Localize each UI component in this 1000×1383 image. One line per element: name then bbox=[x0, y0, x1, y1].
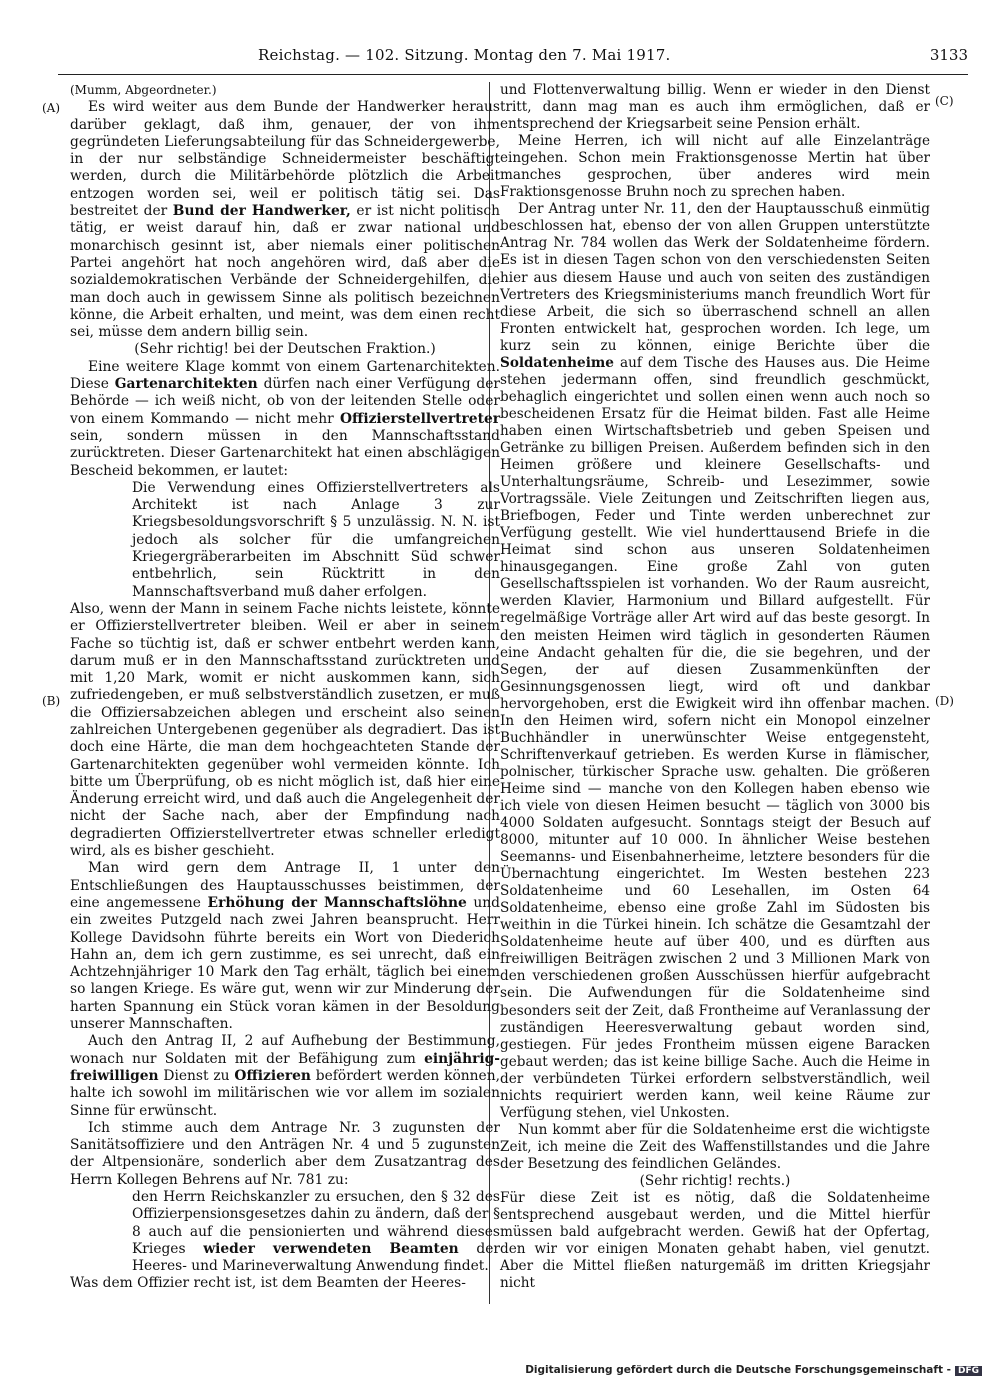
margin-marker-c: (C) bbox=[935, 94, 954, 108]
emphasis: Soldatenheime bbox=[500, 354, 614, 371]
paragraph bbox=[70, 359, 500, 480]
paragraph: und Flottenverwaltung billig. Wenn er wieder in den Dienst tritt, dann mag man es auch ihm ermöglichen, daß er entsprechend der Kriegsarbeit seine Pension erhält. bbox=[500, 82, 930, 133]
interjection: (Sehr richtig! bei der Deutschen Fraktion.) bbox=[134, 341, 436, 358]
margin-marker-b: (B) bbox=[42, 694, 61, 708]
block-quote: Die Verwendung eines Offizierstellvertreters als Architekt ist nach Anlage 3 zur Kriegsbesoldungsvorschrift § 5 unzulässig. N. N. ist jedoch als solcher für die umfangreichen Kriegergräberarbeiten im Abschnitt Süd schwer entbehrlich, sein Rücktritt in den Mannschaftsverband muß daher erfolgen. bbox=[132, 479, 500, 600]
speaker-label: (Mumm, Abgeordneter.) bbox=[70, 83, 217, 97]
interjection: (Sehr richtig! rechts.) bbox=[639, 1173, 791, 1189]
dfg-logo: DFG bbox=[955, 1366, 982, 1376]
text: den Herrn Reichskanzler zu ersuchen, den § 32 des Offizierpensionsgesetzes dahin zu ändern, daß der § 8 auch auf die pensionierten und während dieses Krieges bbox=[132, 1189, 500, 1257]
emphasis: Offizierstellvertreter bbox=[339, 410, 500, 427]
paragraph: Was dem Offizier recht ist, ist dem Beamten der Heeres- bbox=[70, 1275, 466, 1292]
paragraph: Für diese Zeit ist es nötig, daß die Soldatenheime entsprechend ausgebaut werden, und die Mittel hierfür müssen bald aufgebracht werden. Gewiß hat der Opfertag, den wir vor einigen Monaten gehabt haben, viel genutzt. Aber die Mittel fließen naturgemäß im dritten Kriegsjahr nicht bbox=[500, 1190, 930, 1292]
paragraph: Nun kommt aber für die Soldatenheime erst die wichtigste Zeit, ich meine die Zeit des Waffenstillstandes und die Jahre der Besetzung des feindlichen Geländes. bbox=[500, 1121, 930, 1172]
text: und ein zweites Putzgeld nach zwei Jahren beansprucht. Herr Kollege Davidsohn führte bereits ein Wort von Diederich Hahn an, dem ich gern zustimme, es sei unrecht, daß ein Achtzehnjähriger 10 Mark den Tag erhält, täglich bei einem so langen Kriege. Es wäre gut, wenn wir zur Minderung der harten Spannung ein Stück voran kämen in der Besoldung unserer Mannschaften. bbox=[70, 894, 500, 1033]
paragraph bbox=[70, 99, 500, 341]
credit-text: Digitalisierung gefördert durch die Deutsche Forschungsgemeinschaft - bbox=[525, 1364, 951, 1376]
page-number: 3133 bbox=[929, 46, 968, 64]
text: der Heeres- und Marineverwaltung Anwendung findet. bbox=[132, 1240, 500, 1275]
paragraph bbox=[70, 860, 500, 1033]
left-column bbox=[70, 82, 500, 1293]
emphasis: wieder verwendeten Beamten bbox=[203, 1240, 459, 1257]
text: Es wird weiter aus dem Bunde der Handwerker heraus darüber geklagt, daß ihm, genauer, der von ihm gegründeten Lieferungsabteilung für das Schneidergewerbe, in der nur selbständige Schneidermeister beschäftigt werden, durch die Militärbehörde plötzlich die Arbeit entzogen worden sei, weil er politisch tätig sei. Das bestreitet der bbox=[70, 99, 500, 220]
text: Man wird gern dem Antrage II, 1 unter den Entschließungen des Hauptausschusses beistimmen, der eine angemessene bbox=[70, 860, 500, 911]
text: er ist nicht politisch tätig, er weist darauf hin, daß er zwar national und monarchisch gesinnt ist, aber niemals einer politischen Partei angehört hat noch angehören wird, daß aber die sozialdemokratischen Verbände der Schneidergehilfen, die man doch auch in gewissem Sinne als politisch bezeichnen könne, die Arbeit erhalten, und meint, was dem einen recht sei, müsse dem andern billig sein. bbox=[70, 203, 500, 341]
text: dürfen nach einer Verfügung der Behörde — ich weiß nicht, ob von der leitenden Stelle oder von einem Kommando — nicht mehr bbox=[70, 376, 500, 427]
text: Eine weitere Klage kommt von einem Gartenarchitekten. Diese bbox=[70, 358, 500, 393]
paragraph bbox=[70, 1033, 500, 1119]
margin-marker-d: (D) bbox=[935, 694, 954, 708]
text: auf dem Tische des Hauses aus. Die Heime stehen jedermann offen, sind freundlich geschmückt, behaglich eingerichtet und sollen einen wenn auch noch so bescheidenen Ersatz für die Heimat bilden. Fast alle Heime haben einen Wirtschaftsbetrieb und geben Speisen und Getränke zu billigen Preisen. Außerdem befinden sich in den Heimen größere und kleinere Gesellschafts- und Unterhaltungsräume, Schreib- und Lesezimmer, sowie Vortragssäle. Viele Zeitungen und Zeitschriften liegen aus, Briefbogen, Feder und Tinte werden unberechnet zur Verfügung gestellt. Wie viel hunderttausend Briefe in die Heimat sind schon aus unseren Soldatenheimen hinausgegangen. Eine große Zahl von guten Gesellschaftsspielen ist vorhanden. Wo der Raum ausreicht, werden Klavier, Harmonium und Billard aufgestellt. Für regelmäßige Vorträge aller Art wird auf das beste gesorgt. In den meisten Heimen wird täglich in gesonderten Räumen eine Andacht gehalten für die, die sie begehren, und der Segen, der auf diesen Zusammenkünften der Gesinnungsgenossen liegt, wird oft und dankbar hervorgehoben, erst die Ewigkeit wird ihn offenbar machen. In den Heimen wird, sofern nicht ein Monopol einzelner Buchhändler in unerwünschter Weise entgegensteht, Schriftenverkauf getrieben. Es werden Kurse in flämischer, polnischer, türkischer Sprache usw. gehalten. Die größeren Heime sind — manche von den Kollegen haben ebenso wie ich viele von diesen Heimen besucht — täglich von 3000 bis 4000 Soldaten aufgesucht. Sonntags steigt der Besuch auf 8000, mitunter auf 10 000. In ähnlicher Weise bestehen Seemanns- und Eisenbahnerheime, letztere besonders für die Übernachtung eingerichtet. Im Westen bestehen 223 Soldatenheime und 60 Lesehallen, im Osten 64 Soldatenheime, ebenso eine große Zahl im Südosten bis weithin in die Türkei hinein. Ich schätze die Gesamtzahl der Soldatenheime heute auf über 400, und es dürften aus freiwilligen Beiträgen zwischen 2 und 3 Millionen Mark von den verschiedenen großen Ausschüssen hierfür aufgebracht sein. Die Aufwendungen für die Soldatenheime sind besonders seit der Zeit, daß Frontheime auf Veranlassung der zuständigen Heeresverwaltung gebaut worden sind, gestiegen. Für jedes Frontheim müssen eigene Baracken gebaut werden; das ist keine billige Sache. Auch die Heime in der verbündeten Türkei erfordern selbstverständlich, weil nichts requiriert werden kann, weil keine Räume zur Verfügung stehen, viel Unkosten. bbox=[500, 354, 930, 1121]
text: Dienst zu bbox=[158, 1067, 235, 1084]
text: befördert werden können, halte ich sowohl im militärischen wie vor allem im sozialen Sinne für erwünscht. bbox=[70, 1067, 500, 1119]
emphasis: Erhöhung der Mannschaftslöhne bbox=[207, 894, 467, 911]
paragraph: Meine Herren, ich will nicht auf alle Einzelanträge eingehen. Schon mein Fraktionsgenosse Mertin hat über manches gesprochen, über anderes wird mein Fraktionsgenosse Bruhn noch zu sprechen haben. bbox=[500, 133, 930, 201]
paragraph bbox=[500, 201, 930, 1122]
block-quote bbox=[132, 1189, 500, 1275]
running-title: Reichstag. — 102. Sitzung. Montag den 7. Mai 1917. bbox=[258, 46, 671, 64]
emphasis: einjährig-freiwilligen bbox=[70, 1050, 500, 1084]
digitization-credit bbox=[525, 1364, 982, 1376]
margin-marker-a: (A) bbox=[42, 101, 61, 115]
paragraph: Also, wenn der Mann in seinem Fache nichts leistete, könnte er Offizierstellvertreter bleiben. Weil er aber in seinem Fache so tüchtig ist, daß er schwer entbehrt werden kann, darum muß er in den Mannschaftsstand zurücktreten und mit 1,20 Mark, womit er nicht auskommen kann, sich zufriedengeben, er muß selbstverständlich zusetzen, er muß die Offiziersabzeichen ablegen und erscheint also seinen zahlreichen Untergebenen gegenüber als degradiert. Das ist doch eine Härte, die man dem hochgeachteten Stande der Gartenarchitekten gegenüber wohl vermeiden könnte. Ich bitte um Überprüfung, ob es nicht möglich ist, daß hier eine Änderung erreicht wird, und daß auch die Angelegenheit der nicht der Sache nach, aber der Empfindung nach degradierten Offizierstellvertreter etwas schneller erledigt wird, als es bisher geschieht. bbox=[70, 600, 500, 860]
text: Der Antrag unter Nr. 11, den der Hauptausschuß einmütig beschlossen hat, ebenso der von allen Gruppen unterstützte Antrag Nr. 784 wollen das Werk der Soldatenheime fördern. Es ist in diesen Tagen schon von den verschiedensten Seiten hier aus diesem Hause und auch von seiten des zuständigen Vertreters des Kriegsministeriums manch freundlich Wort für diese Arbeit, die sich so überraschend schnell an allen Fronten entwickelt hat, gesprochen worden. Ich lege, um kurz sein zu können, einige Berichte über die bbox=[500, 201, 930, 354]
right-column bbox=[500, 82, 930, 1292]
emphasis: Offizieren bbox=[234, 1067, 311, 1084]
text: Auch den Antrag II, 2 auf Aufhebung der Bestimmung, wonach nur Soldaten mit der Befähigung zum bbox=[70, 1033, 500, 1067]
text: sein, sondern müssen in den Mannschaftsstand zurücktreten. Dieser Gartenarchitekt hat einen abschlägigen Bescheid bekommen, er lautet: bbox=[70, 427, 500, 479]
emphasis: Gartenarchitekten bbox=[114, 376, 258, 393]
emphasis: Bund der Handwerker, bbox=[172, 203, 351, 220]
page-header bbox=[58, 44, 968, 75]
paragraph: Ich stimme auch dem Antrage Nr. 3 zugunsten der Sanitätsoffiziere und den Anträgen Nr. 4 und 5 zugunsten der Altpensionäre, sonderlich aber dem Zusatzantrag des Herrn Kollegen Behrens auf Nr. 781 zu: bbox=[70, 1119, 500, 1188]
